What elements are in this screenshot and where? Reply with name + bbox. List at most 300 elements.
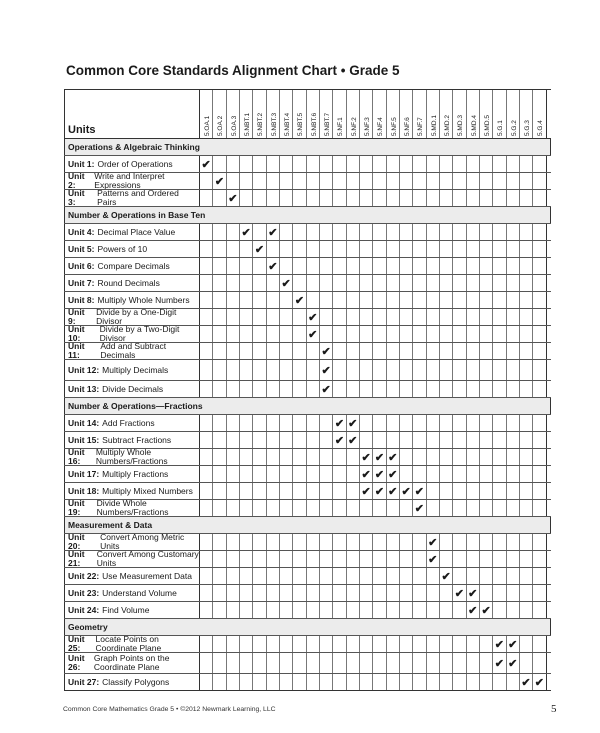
empty-cell: [213, 674, 226, 690]
unit-label: [64, 275, 200, 291]
table-row: [64, 173, 551, 190]
empty-cell: [320, 326, 333, 342]
check-mark-icon: ✔: [360, 483, 373, 499]
empty-cell: [507, 224, 520, 240]
unit-name: Decimal Place Value: [97, 226, 176, 237]
empty-cell: [347, 292, 360, 308]
empty-cell: [347, 483, 360, 499]
empty-cell: [200, 224, 213, 240]
unit-label: [64, 500, 200, 516]
standard-header-cell: [427, 90, 440, 138]
empty-cell: [320, 602, 333, 618]
empty-cell: [200, 360, 213, 380]
empty-cell: [347, 551, 360, 567]
empty-cell: [293, 190, 306, 206]
empty-cell: [480, 156, 493, 172]
empty-cell: [333, 156, 346, 172]
empty-cell: [413, 653, 426, 673]
empty-cell: [347, 636, 360, 652]
table-row: [64, 653, 551, 674]
unit-name: Multiply Fractions: [102, 468, 169, 479]
empty-cell: [280, 602, 293, 618]
check-mark-icon: ✔: [427, 551, 440, 567]
unit-name: Understand Volume: [102, 587, 177, 598]
unit-label: [64, 241, 200, 257]
empty-cell: [307, 432, 320, 448]
empty-cell: [493, 568, 506, 584]
empty-cell: [267, 466, 280, 482]
empty-cell: [240, 241, 253, 257]
unit-label: [64, 602, 200, 618]
empty-cell: [387, 309, 400, 325]
empty-cell: [520, 258, 533, 274]
empty-cell: [413, 360, 426, 380]
empty-cell: [293, 636, 306, 652]
empty-cell: [467, 326, 480, 342]
empty-cell: [387, 190, 400, 206]
empty-cell: [507, 190, 520, 206]
empty-cell: [533, 534, 546, 550]
empty-cell: [507, 381, 520, 397]
empty-cell: [427, 636, 440, 652]
unit-number: Unit 15:: [68, 434, 100, 445]
section-header-row: [64, 398, 551, 415]
empty-cell: [467, 275, 480, 291]
empty-cell: [307, 343, 320, 359]
empty-cell: [480, 500, 493, 516]
empty-cell: [520, 190, 533, 206]
empty-cell: [293, 156, 306, 172]
empty-cell: [533, 653, 546, 673]
empty-cell: [253, 674, 266, 690]
empty-cell: [227, 381, 240, 397]
empty-cell: [467, 534, 480, 550]
empty-cell: [267, 500, 280, 516]
empty-cell: [347, 258, 360, 274]
check-mark-icon: ✔: [453, 585, 466, 601]
empty-cell: [213, 415, 226, 431]
empty-cell: [253, 381, 266, 397]
empty-cell: [280, 653, 293, 673]
empty-cell: [480, 275, 493, 291]
empty-cell: [360, 343, 373, 359]
empty-cell: [240, 568, 253, 584]
empty-cell: [213, 258, 226, 274]
empty-cell: [333, 190, 346, 206]
empty-cell: [253, 343, 266, 359]
empty-cell: [480, 258, 493, 274]
empty-cell: [280, 568, 293, 584]
empty-cell: [440, 156, 453, 172]
unit-label: [64, 190, 200, 206]
empty-cell: [533, 449, 546, 465]
empty-cell: [253, 483, 266, 499]
empty-cell: [227, 258, 240, 274]
section-header-row: [64, 207, 551, 224]
empty-cell: [520, 653, 533, 673]
check-mark-icon: ✔: [467, 602, 480, 618]
empty-cell: [440, 326, 453, 342]
section-label: Number & Operations in Base Ten: [64, 207, 551, 223]
empty-cell: [253, 275, 266, 291]
empty-cell: [320, 173, 333, 189]
empty-cell: [387, 275, 400, 291]
empty-cell: [307, 173, 320, 189]
unit-label: [64, 449, 200, 465]
empty-cell: [387, 534, 400, 550]
empty-cell: [333, 173, 346, 189]
empty-cell: [400, 381, 413, 397]
unit-name: Locate Points on Coordinate Plane: [95, 636, 162, 652]
empty-cell: [533, 500, 546, 516]
empty-cell: [533, 415, 546, 431]
table-row: [64, 534, 551, 551]
empty-cell: [533, 173, 546, 189]
unit-name: Use Measurement Data: [102, 570, 192, 581]
empty-cell: [453, 568, 466, 584]
empty-cell: [387, 292, 400, 308]
empty-cell: [200, 173, 213, 189]
empty-cell: [267, 360, 280, 380]
empty-cell: [373, 190, 386, 206]
empty-cell: [333, 343, 346, 359]
empty-cell: [453, 483, 466, 499]
empty-cell: [387, 381, 400, 397]
empty-cell: [400, 360, 413, 380]
empty-cell: [347, 360, 360, 380]
empty-cell: [507, 258, 520, 274]
empty-cell: [347, 343, 360, 359]
section-header-row: [64, 619, 551, 636]
empty-cell: [307, 534, 320, 550]
empty-cell: [280, 466, 293, 482]
empty-cell: [333, 551, 346, 567]
empty-cell: [400, 585, 413, 601]
empty-cell: [440, 258, 453, 274]
units-column-header: Units: [64, 90, 200, 138]
empty-cell: [533, 585, 546, 601]
empty-cell: [240, 173, 253, 189]
empty-cell: [280, 636, 293, 652]
empty-cell: [347, 326, 360, 342]
empty-cell: [240, 292, 253, 308]
unit-name: Divide by a Two-Digit Divisor: [99, 326, 180, 342]
empty-cell: [467, 466, 480, 482]
empty-cell: [467, 224, 480, 240]
empty-cell: [440, 241, 453, 257]
empty-cell: [227, 415, 240, 431]
empty-cell: [333, 602, 346, 618]
empty-cell: [227, 551, 240, 567]
empty-cell: [307, 636, 320, 652]
empty-cell: [293, 568, 306, 584]
table-row: [64, 432, 551, 449]
empty-cell: [333, 585, 346, 601]
empty-cell: [240, 500, 253, 516]
unit-number: Unit 8:: [68, 294, 95, 305]
empty-cell: [360, 551, 373, 567]
empty-cell: [453, 466, 466, 482]
standard-code: 5.G.4: [537, 120, 545, 136]
empty-cell: [427, 275, 440, 291]
section-label: Geometry: [64, 619, 551, 635]
empty-cell: [440, 534, 453, 550]
empty-cell: [413, 381, 426, 397]
empty-cell: [333, 224, 346, 240]
empty-cell: [413, 568, 426, 584]
check-mark-icon: ✔: [227, 190, 240, 206]
empty-cell: [480, 432, 493, 448]
empty-cell: [373, 585, 386, 601]
table-row: [64, 415, 551, 432]
empty-cell: [453, 275, 466, 291]
empty-cell: [480, 449, 493, 465]
empty-cell: [307, 258, 320, 274]
empty-cell: [267, 674, 280, 690]
empty-cell: [373, 326, 386, 342]
standard-code: 5.OA.2: [217, 115, 225, 136]
empty-cell: [267, 636, 280, 652]
empty-cell: [507, 156, 520, 172]
empty-cell: [240, 466, 253, 482]
empty-cell: [267, 483, 280, 499]
empty-cell: [507, 173, 520, 189]
unit-label: [64, 309, 200, 325]
empty-cell: [280, 190, 293, 206]
standard-header-cell: [253, 90, 266, 138]
empty-cell: [213, 309, 226, 325]
empty-cell: [200, 449, 213, 465]
empty-cell: [347, 585, 360, 601]
empty-cell: [240, 360, 253, 380]
empty-cell: [427, 258, 440, 274]
table-row: [64, 292, 551, 309]
standard-code: 5.NBT.3: [270, 112, 278, 136]
unit-name: Subtract Fractions: [102, 434, 172, 445]
standard-header-cell: [387, 90, 400, 138]
empty-cell: [320, 500, 333, 516]
empty-cell: [400, 432, 413, 448]
empty-cell: [400, 602, 413, 618]
empty-cell: [333, 653, 346, 673]
unit-name: Divide Whole Numbers/Fractions: [96, 500, 169, 516]
empty-cell: [467, 674, 480, 690]
empty-cell: [440, 292, 453, 308]
unit-number: Unit 14:: [68, 417, 100, 428]
page-footer: Common Core Mathematics Grade 5 • ©2012 Newmark Learning, LLC: [63, 706, 276, 713]
check-mark-icon: ✔: [333, 415, 346, 431]
standard-header-cell: [227, 90, 240, 138]
empty-cell: [267, 653, 280, 673]
empty-cell: [293, 275, 306, 291]
empty-cell: [373, 292, 386, 308]
empty-cell: [467, 241, 480, 257]
check-mark-icon: ✔: [200, 156, 213, 172]
empty-cell: [227, 309, 240, 325]
empty-cell: [200, 653, 213, 673]
check-mark-icon: ✔: [320, 343, 333, 359]
empty-cell: [213, 432, 226, 448]
empty-cell: [387, 602, 400, 618]
empty-cell: [200, 483, 213, 499]
empty-cell: [493, 415, 506, 431]
empty-cell: [427, 381, 440, 397]
empty-cell: [267, 381, 280, 397]
empty-cell: [307, 415, 320, 431]
empty-cell: [507, 500, 520, 516]
empty-cell: [240, 653, 253, 673]
empty-cell: [240, 190, 253, 206]
empty-cell: [480, 551, 493, 567]
empty-cell: [267, 190, 280, 206]
empty-cell: [427, 360, 440, 380]
empty-cell: [253, 585, 266, 601]
check-mark-icon: ✔: [360, 449, 373, 465]
unit-name: Compare Decimals: [97, 260, 170, 271]
empty-cell: [200, 343, 213, 359]
empty-cell: [520, 500, 533, 516]
empty-cell: [493, 156, 506, 172]
empty-cell: [320, 415, 333, 431]
standard-header-cell: [320, 90, 333, 138]
empty-cell: [387, 674, 400, 690]
empty-cell: [293, 500, 306, 516]
empty-cell: [307, 500, 320, 516]
unit-name: Powers of 10: [97, 243, 148, 254]
empty-cell: [200, 674, 213, 690]
empty-cell: [440, 674, 453, 690]
unit-name: Find Volume: [102, 604, 150, 615]
empty-cell: [320, 551, 333, 567]
empty-cell: [360, 636, 373, 652]
check-mark-icon: ✔: [213, 173, 226, 189]
empty-cell: [280, 258, 293, 274]
empty-cell: [200, 466, 213, 482]
empty-cell: [253, 432, 266, 448]
unit-label: [64, 326, 200, 342]
empty-cell: [213, 568, 226, 584]
empty-cell: [427, 432, 440, 448]
empty-cell: [320, 309, 333, 325]
empty-cell: [440, 483, 453, 499]
empty-cell: [533, 224, 546, 240]
standard-code: 5.MD.4: [470, 115, 478, 136]
empty-cell: [293, 466, 306, 482]
empty-cell: [360, 360, 373, 380]
check-mark-icon: ✔: [333, 432, 346, 448]
empty-cell: [200, 534, 213, 550]
unit-label: [64, 674, 200, 690]
empty-cell: [267, 292, 280, 308]
empty-cell: [440, 275, 453, 291]
check-mark-icon: ✔: [347, 432, 360, 448]
check-mark-icon: ✔: [347, 415, 360, 431]
empty-cell: [213, 466, 226, 482]
empty-cell: [253, 415, 266, 431]
empty-cell: [440, 449, 453, 465]
check-mark-icon: ✔: [320, 360, 333, 380]
empty-cell: [400, 275, 413, 291]
check-mark-icon: ✔: [387, 483, 400, 499]
unit-label: [64, 343, 200, 359]
standard-code: 5.OA.1: [204, 115, 211, 136]
empty-cell: [533, 432, 546, 448]
empty-cell: [427, 585, 440, 601]
empty-cell: [267, 432, 280, 448]
empty-cell: [413, 190, 426, 206]
standard-header-cell: [360, 90, 373, 138]
empty-cell: [360, 190, 373, 206]
empty-cell: [400, 258, 413, 274]
empty-cell: [200, 551, 213, 567]
empty-cell: [533, 568, 546, 584]
empty-cell: [213, 292, 226, 308]
empty-cell: [520, 432, 533, 448]
empty-cell: [520, 156, 533, 172]
empty-cell: [333, 466, 346, 482]
empty-cell: [467, 381, 480, 397]
empty-cell: [467, 156, 480, 172]
empty-cell: [467, 258, 480, 274]
check-mark-icon: ✔: [440, 568, 453, 584]
empty-cell: [267, 568, 280, 584]
empty-cell: [293, 360, 306, 380]
empty-cell: [533, 275, 546, 291]
empty-cell: [507, 292, 520, 308]
empty-cell: [227, 241, 240, 257]
empty-cell: [467, 636, 480, 652]
unit-number: Unit 27:: [68, 676, 100, 687]
empty-cell: [493, 190, 506, 206]
empty-cell: [400, 415, 413, 431]
unit-number: Unit 17:: [68, 468, 100, 479]
empty-cell: [387, 360, 400, 380]
empty-cell: [347, 309, 360, 325]
empty-cell: [520, 449, 533, 465]
standard-header-cell: [267, 90, 280, 138]
empty-cell: [467, 449, 480, 465]
empty-cell: [453, 415, 466, 431]
empty-cell: [507, 534, 520, 550]
empty-cell: [400, 466, 413, 482]
empty-cell: [200, 415, 213, 431]
empty-cell: [520, 636, 533, 652]
standard-header-cell: [293, 90, 306, 138]
unit-label: [64, 585, 200, 601]
empty-cell: [360, 381, 373, 397]
empty-cell: [427, 653, 440, 673]
unit-name: Divide Decimals: [102, 383, 164, 394]
empty-cell: [280, 292, 293, 308]
empty-cell: [240, 432, 253, 448]
empty-cell: [440, 585, 453, 601]
empty-cell: [400, 309, 413, 325]
table-row: [64, 343, 551, 360]
empty-cell: [293, 674, 306, 690]
empty-cell: [453, 381, 466, 397]
empty-cell: [213, 224, 226, 240]
empty-cell: [520, 360, 533, 380]
table-row: [64, 190, 551, 207]
empty-cell: [280, 173, 293, 189]
empty-cell: [400, 343, 413, 359]
empty-cell: [213, 483, 226, 499]
empty-cell: [453, 636, 466, 652]
empty-cell: [400, 241, 413, 257]
unit-name: Convert Among Metric Units: [100, 534, 185, 550]
empty-cell: [333, 381, 346, 397]
empty-cell: [227, 466, 240, 482]
